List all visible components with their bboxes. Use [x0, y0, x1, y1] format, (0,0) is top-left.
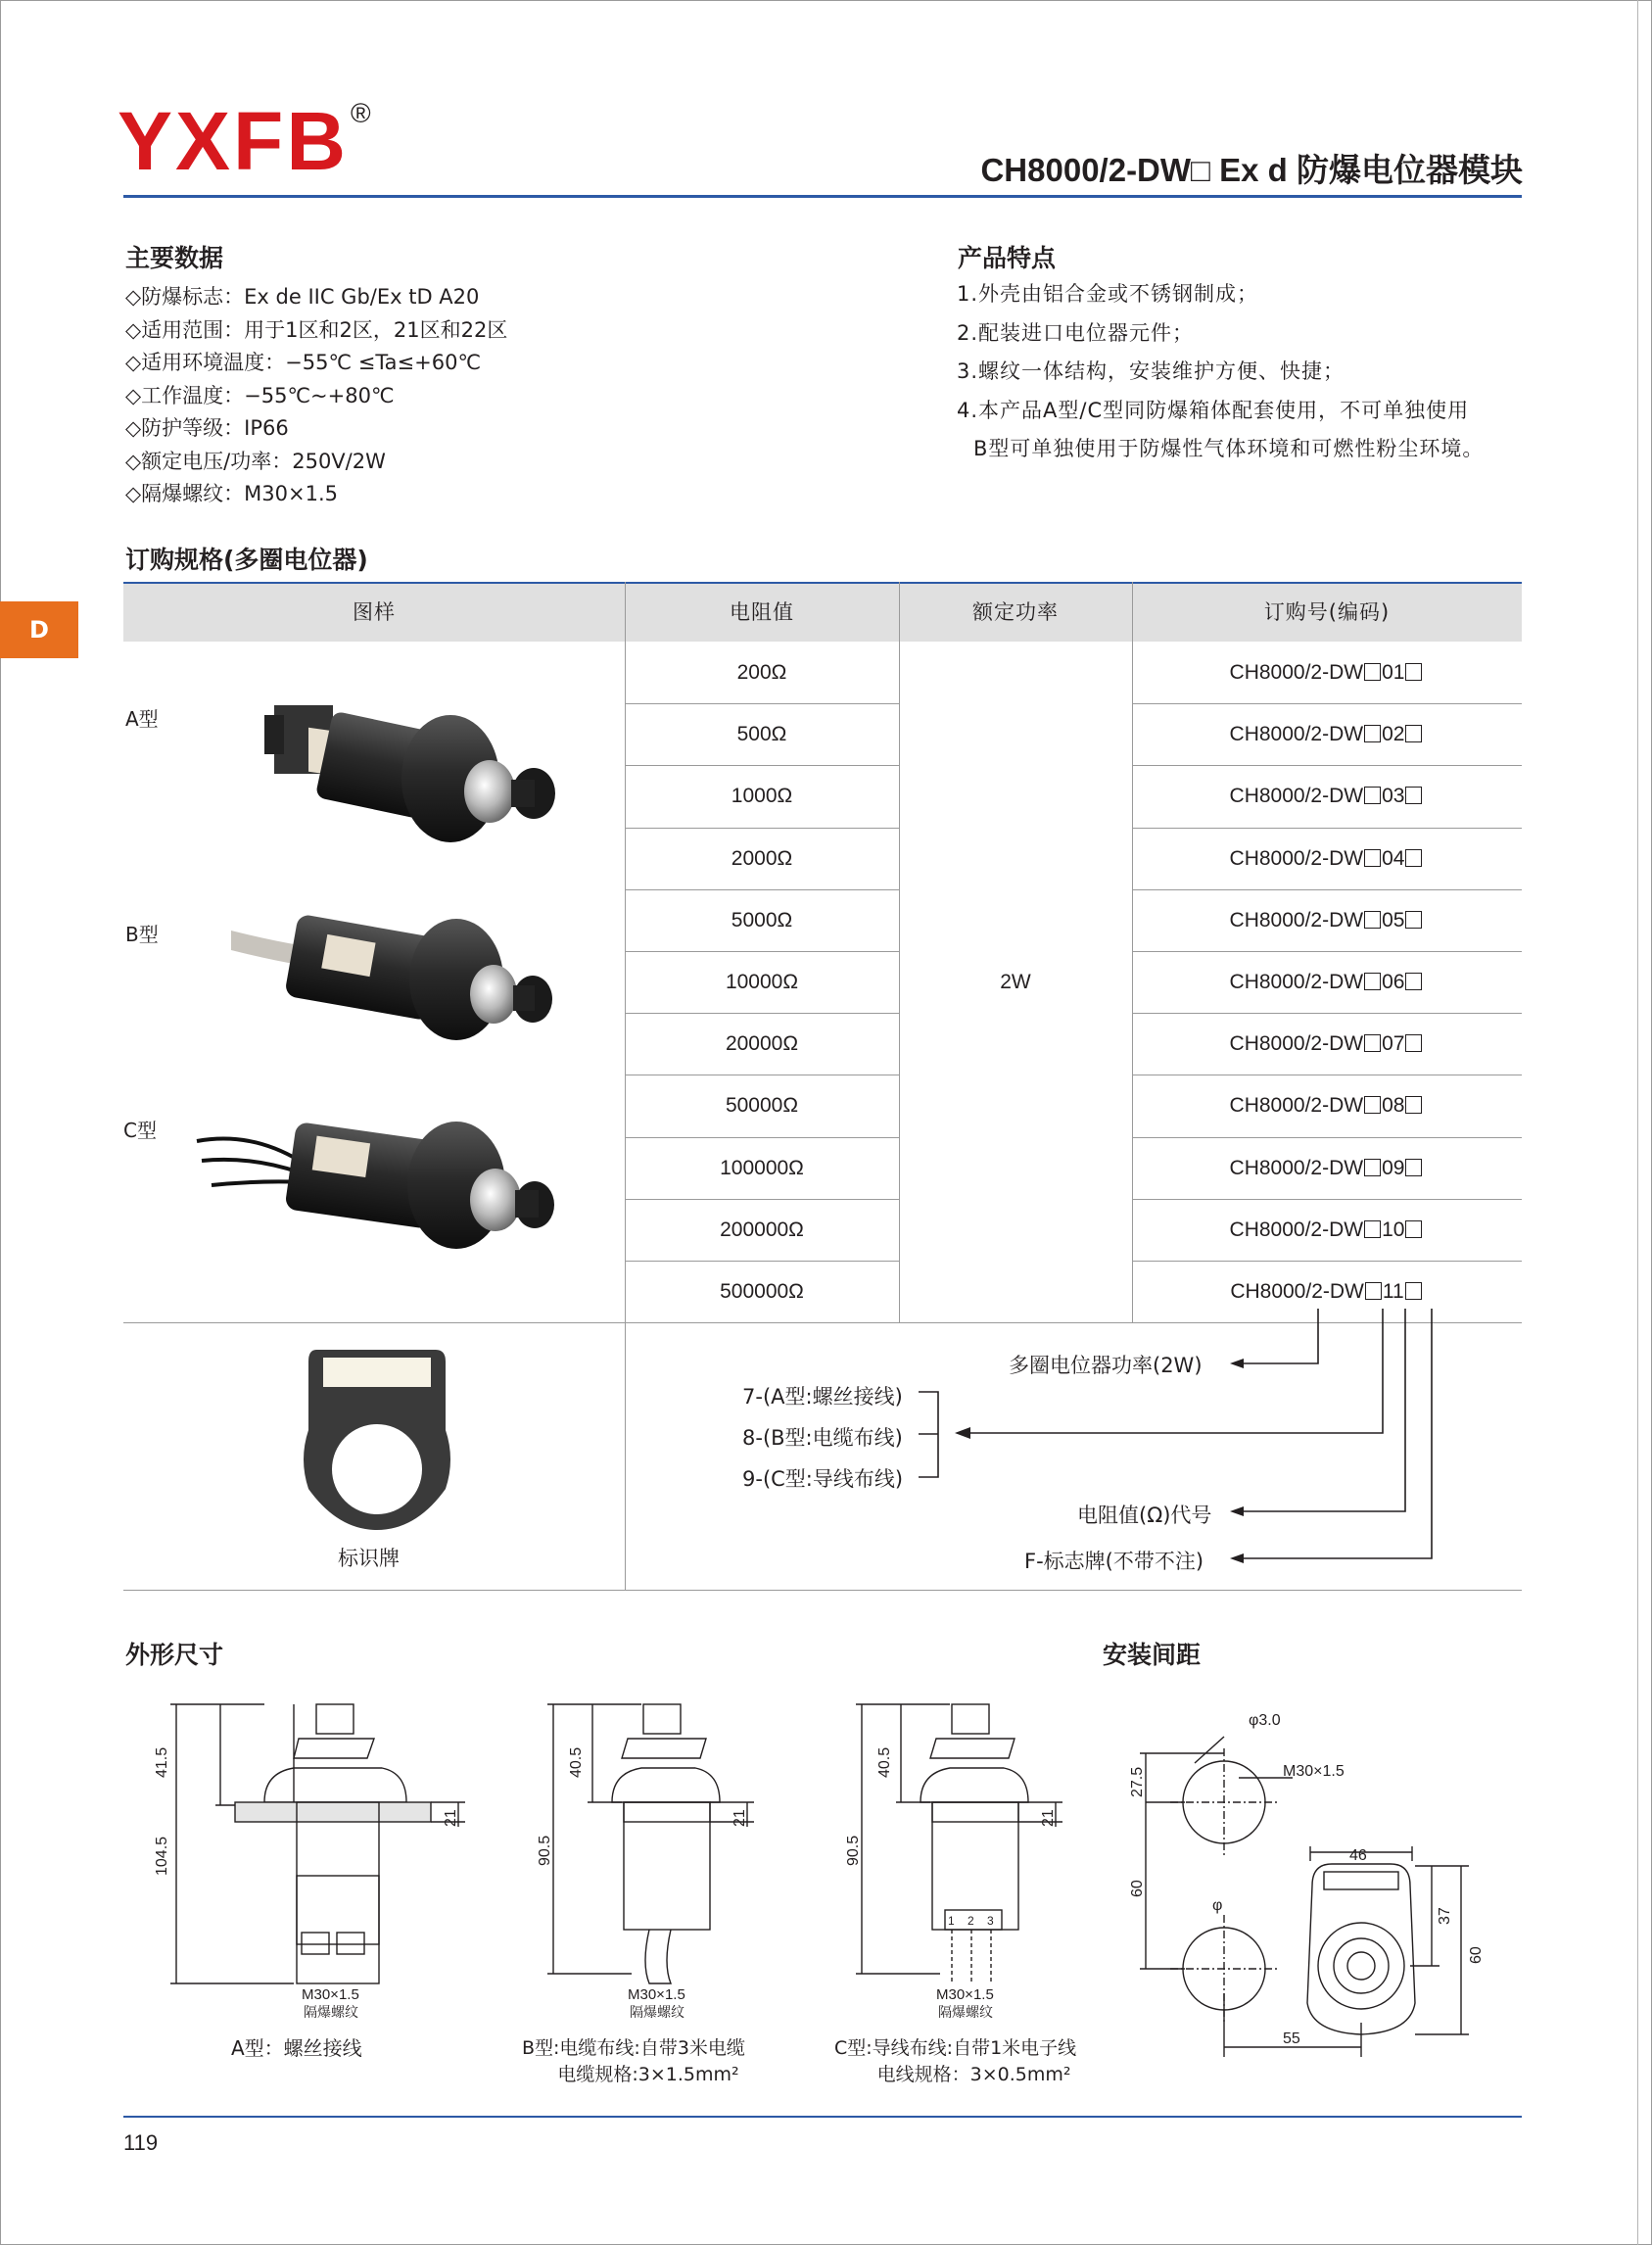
col-divider: [899, 582, 900, 1322]
feature-item: 3.螺纹一体结构，安装维护方便、快捷；: [957, 359, 1345, 383]
thread-label-a: 隔爆螺纹: [304, 2004, 358, 2020]
spec-item: ◇防爆标志：Ex de IIC Gb/Ex tD A20: [125, 285, 480, 309]
order-heading: 订购规格(多圈电位器): [125, 546, 368, 574]
row-divider: [123, 1322, 1522, 1323]
dim-c-40: 40.5: [876, 1746, 893, 1778]
resistance-cell: 1000Ω: [731, 785, 793, 808]
caption-c-line2: 电线规格：3×0.5mm²: [876, 2064, 1071, 2085]
spec-item: ◇适用环境温度：−55℃ ≤Ta≤+60℃: [125, 351, 482, 374]
blank-box: [1405, 1034, 1422, 1052]
dim-27: 27.5: [1129, 1766, 1146, 1797]
row-divider: [625, 765, 899, 766]
type-b-label: B型: [125, 923, 159, 946]
resistance-cell: 200Ω: [736, 661, 787, 684]
caption-c-line1: C型:导线布线:自带1米电子线: [834, 2037, 1077, 2059]
code-number: 07: [1382, 1032, 1405, 1056]
brand-logo: YXFB: [118, 95, 350, 187]
dim-60-right: 60: [1468, 1946, 1485, 1964]
type-c-product-image: [192, 1102, 564, 1268]
row-divider: [625, 1013, 899, 1014]
code-prefix: CH8000/2-DW: [1229, 846, 1364, 870]
row-divider: [1132, 1013, 1522, 1014]
resistance-cell: 10000Ω: [725, 971, 799, 993]
type-c-label: C型: [123, 1119, 157, 1142]
blank-box: [1364, 1220, 1381, 1238]
order-table-bottom: [123, 1590, 1522, 1591]
spec-item: ◇额定电压/功率：250V/2W: [125, 449, 386, 473]
code-number: 08: [1382, 1094, 1405, 1118]
legend-type-b: 8-(B型:电缆布线): [742, 1426, 903, 1450]
blank-box: [1405, 1220, 1422, 1238]
feature-item: B型可单独使用于防爆性气体环境和可燃性粉尘环境。: [973, 437, 1485, 460]
code-number: 04: [1382, 846, 1405, 870]
col-order-code: 订购号(编码): [1263, 600, 1391, 624]
caption-b-line2: 电缆规格:3×1.5mm²: [557, 2064, 739, 2085]
blank-box: [1405, 911, 1422, 929]
row-divider: [1132, 1261, 1522, 1262]
code-prefix: CH8000/2-DW: [1230, 1280, 1364, 1303]
row-divider: [625, 1199, 899, 1200]
dim-60-left: 60: [1129, 1880, 1146, 1897]
col-figure: 图样: [353, 600, 396, 624]
blank-box: [1365, 1282, 1382, 1300]
code-number: 01: [1382, 661, 1405, 684]
blank-box: [1364, 849, 1381, 867]
dim-37: 37: [1437, 1907, 1453, 1925]
blank-box: [1405, 1282, 1422, 1300]
row-divider: [625, 703, 899, 704]
blank-box: [1364, 1159, 1381, 1176]
footer-rule: [123, 2116, 1522, 2118]
dim-c-90: 90.5: [845, 1835, 862, 1866]
thread-label-c: 隔爆螺纹: [938, 2004, 993, 2020]
dim-55: 55: [1283, 2030, 1300, 2047]
order-code-cell: [1131, 909, 1522, 932]
code-prefix: CH8000/2-DW: [1229, 723, 1364, 746]
code-prefix: CH8000/2-DW: [1229, 1032, 1364, 1056]
caption-type-c: [834, 2035, 1076, 2088]
code-number: 03: [1382, 785, 1405, 808]
order-table-header: [123, 582, 1522, 642]
code-number: 05: [1382, 908, 1405, 931]
page-edge-line: [1637, 0, 1638, 2245]
features-list: [957, 275, 1484, 469]
blank-box: [1364, 787, 1381, 804]
dim-m30: M30×1.5: [1283, 1763, 1345, 1780]
type-b-product-image: [231, 901, 564, 1058]
resistance-cell: 500Ω: [736, 723, 787, 746]
code-number: 06: [1382, 971, 1405, 993]
code-prefix: CH8000/2-DW: [1229, 971, 1364, 993]
blank-box: [1405, 787, 1422, 804]
spacing-heading: 安装间距: [1103, 1641, 1202, 1669]
resistance-cell: 50000Ω: [725, 1094, 799, 1118]
code-number: 11: [1382, 1280, 1404, 1303]
row-divider: [625, 1137, 899, 1138]
drawing-type-c: [842, 1690, 1116, 2023]
blank-box: [1364, 725, 1381, 742]
legend-tag: F-标志牌(不带不注): [1024, 1550, 1204, 1573]
dim-46: 46: [1349, 1847, 1367, 1864]
legend-type-c: 9-(C型:导线布线): [742, 1467, 904, 1491]
order-code-cell: [1131, 661, 1522, 685]
col-resistance: 电阻值: [730, 600, 794, 624]
blank-box: [1405, 1159, 1422, 1176]
row-divider: [625, 828, 899, 829]
order-code-cell: [1131, 1157, 1522, 1180]
resistance-cell: 500000Ω: [720, 1280, 804, 1303]
code-number: 02: [1382, 723, 1405, 746]
spec-item: ◇适用范围：用于1区和2区，21区和22区: [125, 317, 508, 342]
nameplate-label: 标识牌: [338, 1547, 400, 1570]
dim-b-40: 40.5: [568, 1746, 585, 1778]
registered-mark: ®: [351, 98, 371, 128]
code-prefix: CH8000/2-DW: [1229, 785, 1364, 808]
caption-type-a: A型：螺丝接线: [231, 2036, 362, 2060]
resistance-cell: 200000Ω: [720, 1218, 804, 1241]
drawing-mounting-spacing: [1126, 1690, 1537, 2062]
dim-b-90: 90.5: [537, 1835, 553, 1866]
code-prefix: CH8000/2-DW: [1229, 1094, 1364, 1118]
row-divider: [1132, 765, 1522, 766]
blank-box: [1364, 911, 1381, 929]
row-divider: [1132, 1137, 1522, 1138]
pin-3: 3: [987, 1914, 994, 1928]
spec-item: ◇隔爆螺纹：M30×1.5: [125, 482, 338, 505]
main-data-list: [125, 281, 507, 511]
drawing-type-a: [147, 1690, 470, 2023]
code-prefix: CH8000/2-DW: [1229, 1218, 1364, 1241]
blank-box: [1364, 973, 1381, 990]
blank-box: [1405, 725, 1422, 742]
spec-item: ◇防护等级：IP66: [125, 416, 289, 440]
order-code-cell: [1131, 1032, 1522, 1056]
order-code-cell: [1131, 785, 1522, 808]
row-divider: [1132, 1199, 1522, 1200]
dims-heading: 外形尺寸: [125, 1641, 224, 1669]
blank-box: [1364, 1034, 1381, 1052]
blank-box: [1364, 1096, 1381, 1114]
dim-a-104: 104.5: [154, 1836, 170, 1876]
code-number: 09: [1382, 1156, 1405, 1179]
dim-c-21: 21: [1040, 1809, 1057, 1827]
resistance-cell: 20000Ω: [725, 1032, 799, 1056]
code-number: 10: [1382, 1218, 1405, 1241]
feature-item: 2.配装进口电位器元件；: [957, 320, 1195, 345]
dim-phi3: φ3.0: [1249, 1712, 1281, 1729]
row-divider: [625, 889, 899, 890]
row-divider: [1132, 828, 1522, 829]
order-code-cell: [1131, 1094, 1522, 1118]
dim-a-21: 21: [443, 1809, 459, 1827]
resistance-cell: 100000Ω: [720, 1156, 804, 1179]
power-cell: 2W: [1000, 971, 1031, 993]
legend-type-a: 7-(A型:螺丝接线): [742, 1385, 903, 1409]
row-divider: [1132, 951, 1522, 952]
section-tab: D: [0, 601, 78, 658]
thread-c: M30×1.5: [936, 1986, 994, 2003]
blank-box: [1405, 663, 1422, 681]
row-divider: [1132, 889, 1522, 890]
blank-box: [1364, 663, 1381, 681]
thread-b: M30×1.5: [628, 1986, 685, 2003]
type-a-product-image: [255, 676, 578, 872]
pin-2: 2: [968, 1914, 974, 1928]
caption-type-b: [522, 2035, 745, 2088]
row-divider: [625, 951, 899, 952]
order-code-cell: [1131, 847, 1522, 871]
page-title: CH8000/2-DW□ Ex d 防爆电位器模块: [980, 152, 1523, 188]
resistance-cell: 5000Ω: [731, 908, 793, 931]
thread-a: M30×1.5: [302, 1986, 359, 2003]
features-heading: 产品特点: [958, 244, 1057, 272]
code-prefix: CH8000/2-DW: [1229, 908, 1364, 931]
order-code-cell: [1131, 1218, 1522, 1242]
blank-box: [1405, 1096, 1422, 1114]
type-a-label: A型: [125, 707, 159, 731]
col-divider: [1132, 582, 1133, 1322]
feature-item: 1.外壳由铝合金或不锈钢制成；: [957, 282, 1259, 306]
main-data-heading: 主要数据: [125, 244, 224, 272]
col-power: 额定功率: [972, 600, 1059, 624]
order-code-cell: [1131, 723, 1522, 746]
dim-a-41: 41.5: [154, 1746, 170, 1778]
code-prefix: CH8000/2-DW: [1229, 1156, 1364, 1179]
row-divider: [625, 1261, 899, 1262]
code-prefix: CH8000/2-DW: [1229, 661, 1364, 684]
page-number: 119: [123, 2130, 159, 2155]
spec-item: ◇工作温度：−55℃~+80℃: [125, 383, 395, 407]
resistance-cell: 2000Ω: [731, 846, 793, 870]
dim-phi: φ: [1212, 1897, 1223, 1914]
legend-power: 多圈电位器功率(2W): [1009, 1354, 1203, 1377]
nameplate-image: [299, 1342, 455, 1538]
drawing-type-b: [534, 1690, 808, 2023]
order-code-cell: [1131, 1280, 1522, 1304]
blank-box: [1405, 849, 1422, 867]
feature-item: 4.本产品A型/C型同防爆箱体配套使用，不可单独使用: [957, 398, 1470, 422]
pin-1: 1: [948, 1914, 955, 1928]
caption-b-line1: B型:电缆布线:自带3米电缆: [522, 2037, 745, 2059]
thread-label-b: 隔爆螺纹: [630, 2004, 684, 2020]
dim-b-21: 21: [732, 1809, 748, 1827]
blank-box: [1405, 973, 1422, 990]
header-rule: [123, 195, 1522, 198]
row-divider: [1132, 703, 1522, 704]
legend-resistance-code: 电阻值(Ω)代号: [1077, 1504, 1212, 1527]
order-code-cell: [1131, 971, 1522, 994]
